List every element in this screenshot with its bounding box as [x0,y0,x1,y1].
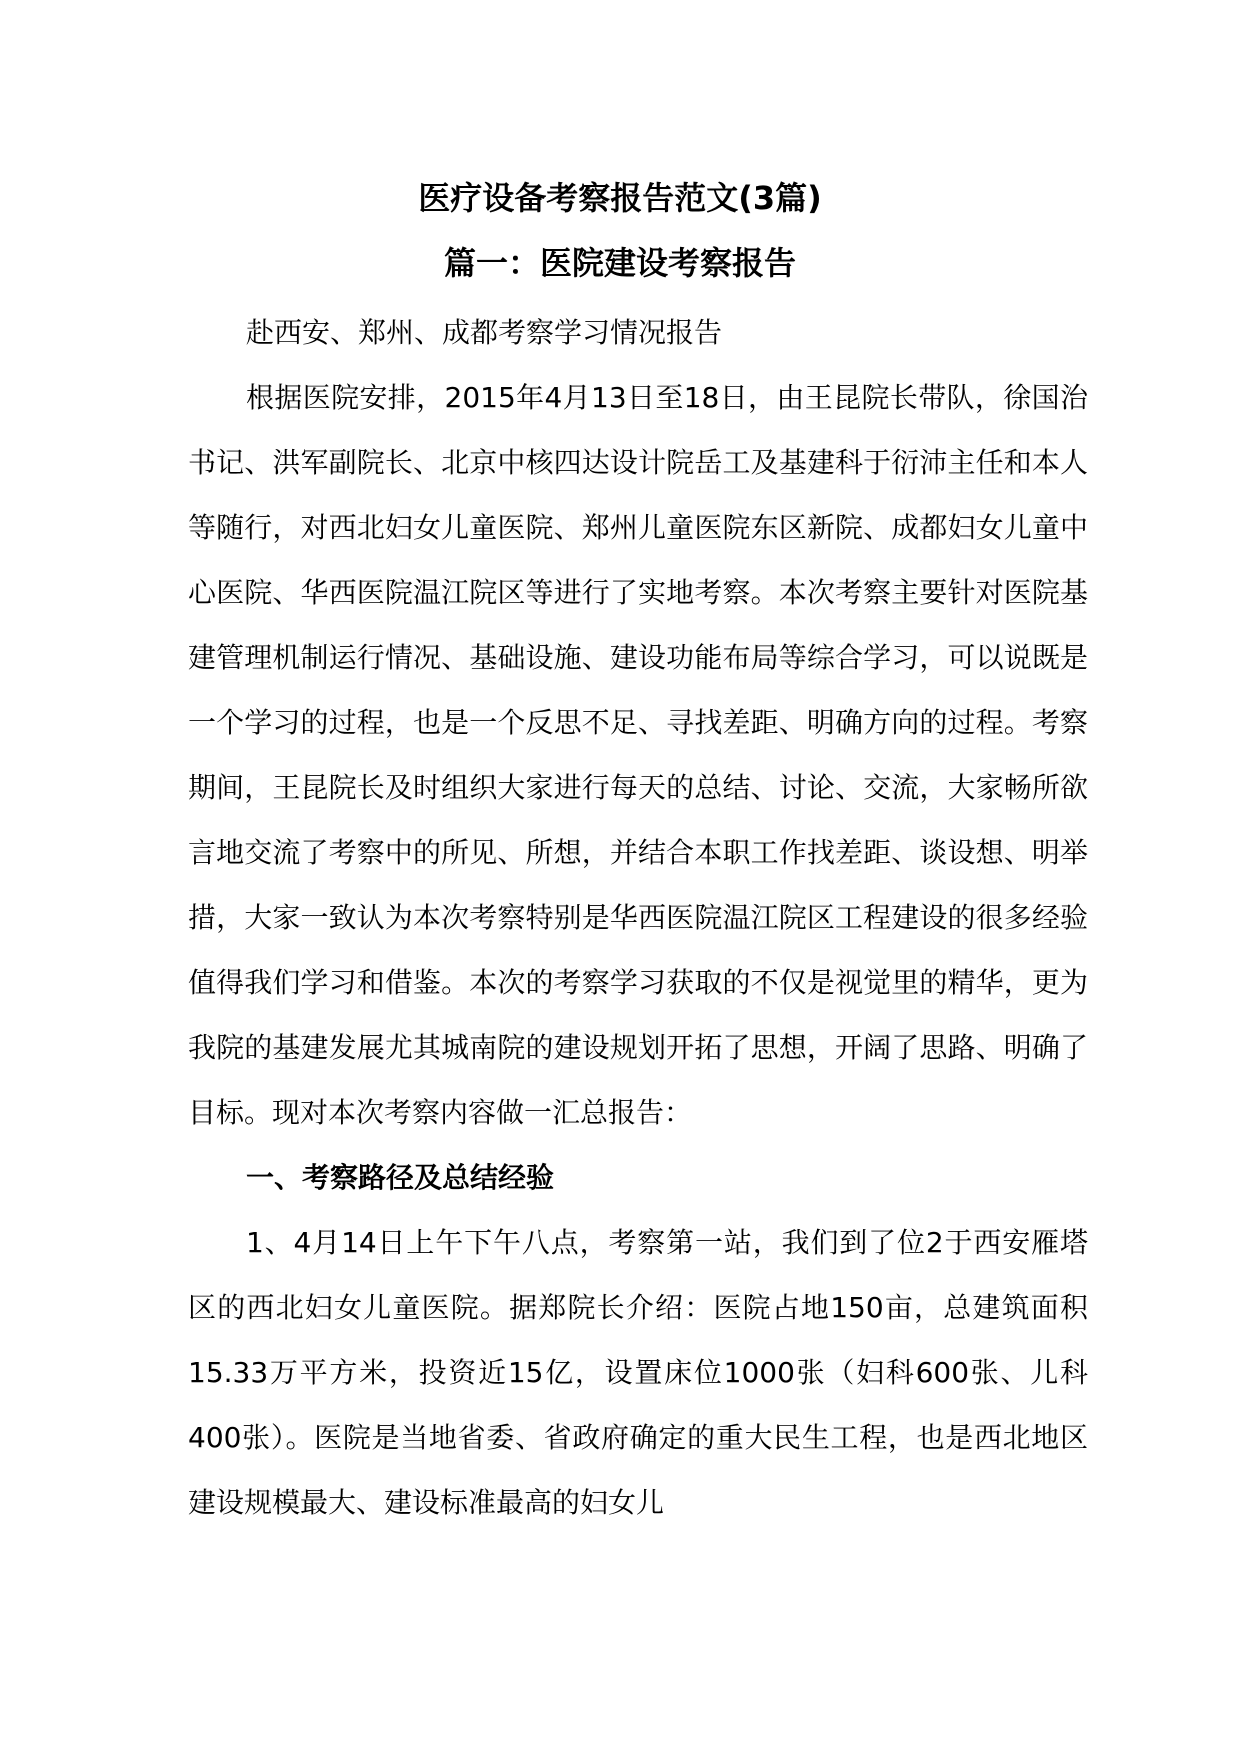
intro-paragraph: 根据医院安排，2015年4月13日至18日，由王昆院长带队，徐国治书记、洪军副院长、北京中核四达设计院岳工及基建科于衍沛主任和本人等随行，对西北妇女儿童医院、郑州儿童医院东区新院、成都妇女儿童中心医院、华西医院温江院区等进行了实地考察。本次考察主要针对医院基建管理机制运行情况、基础设施、建设功能布局等综合学习，可以说既是一个学习的过程，也是一个反思不足、寻找差距、明确方向的过程。考察期间，王昆院长及时组织大家进行每天的总结、讨论、交流，大家畅所欲言地交流了考察中的所见、所想，并结合本职工作找差距、谈设想、明举措，大家一致认为本次考察特别是华西医院温江院区工程建设的很多经验值得我们学习和借鉴。本次的考察学习获取的不仅是视觉里的精华，更为我院的基建发展尤其城南院的建设规划开拓了思想，开阔了思路、明确了目标。现对本次考察内容做一汇总报告： [188,381,1088,1129]
document-subtitle: 篇一：医院建设考察报告 [443,244,796,282]
section-heading: 一、考察路径及总结经验 [246,1161,555,1194]
report-heading-paragraph: 赴西安、郑州、成都考察学习情况报告 [246,316,723,349]
document-title: 医疗设备考察报告范文(3篇) [418,179,822,217]
document-body [188,300,1088,1535]
section-paragraph: 1、4月14日上午下午八点，考察第一站，我们到了位2于西安雁塔区的西北妇女儿童医院。据郑院长介绍：医院占地150亩，总建筑面积15.33万平方米，投资近15亿，设置床位1000张（妇科600张、儿科400张）。医院是当地省委、省政府确定的重大民生工程，也是西北地区建设规模最大、建设标准最高的妇女儿 [188,1226,1088,1519]
